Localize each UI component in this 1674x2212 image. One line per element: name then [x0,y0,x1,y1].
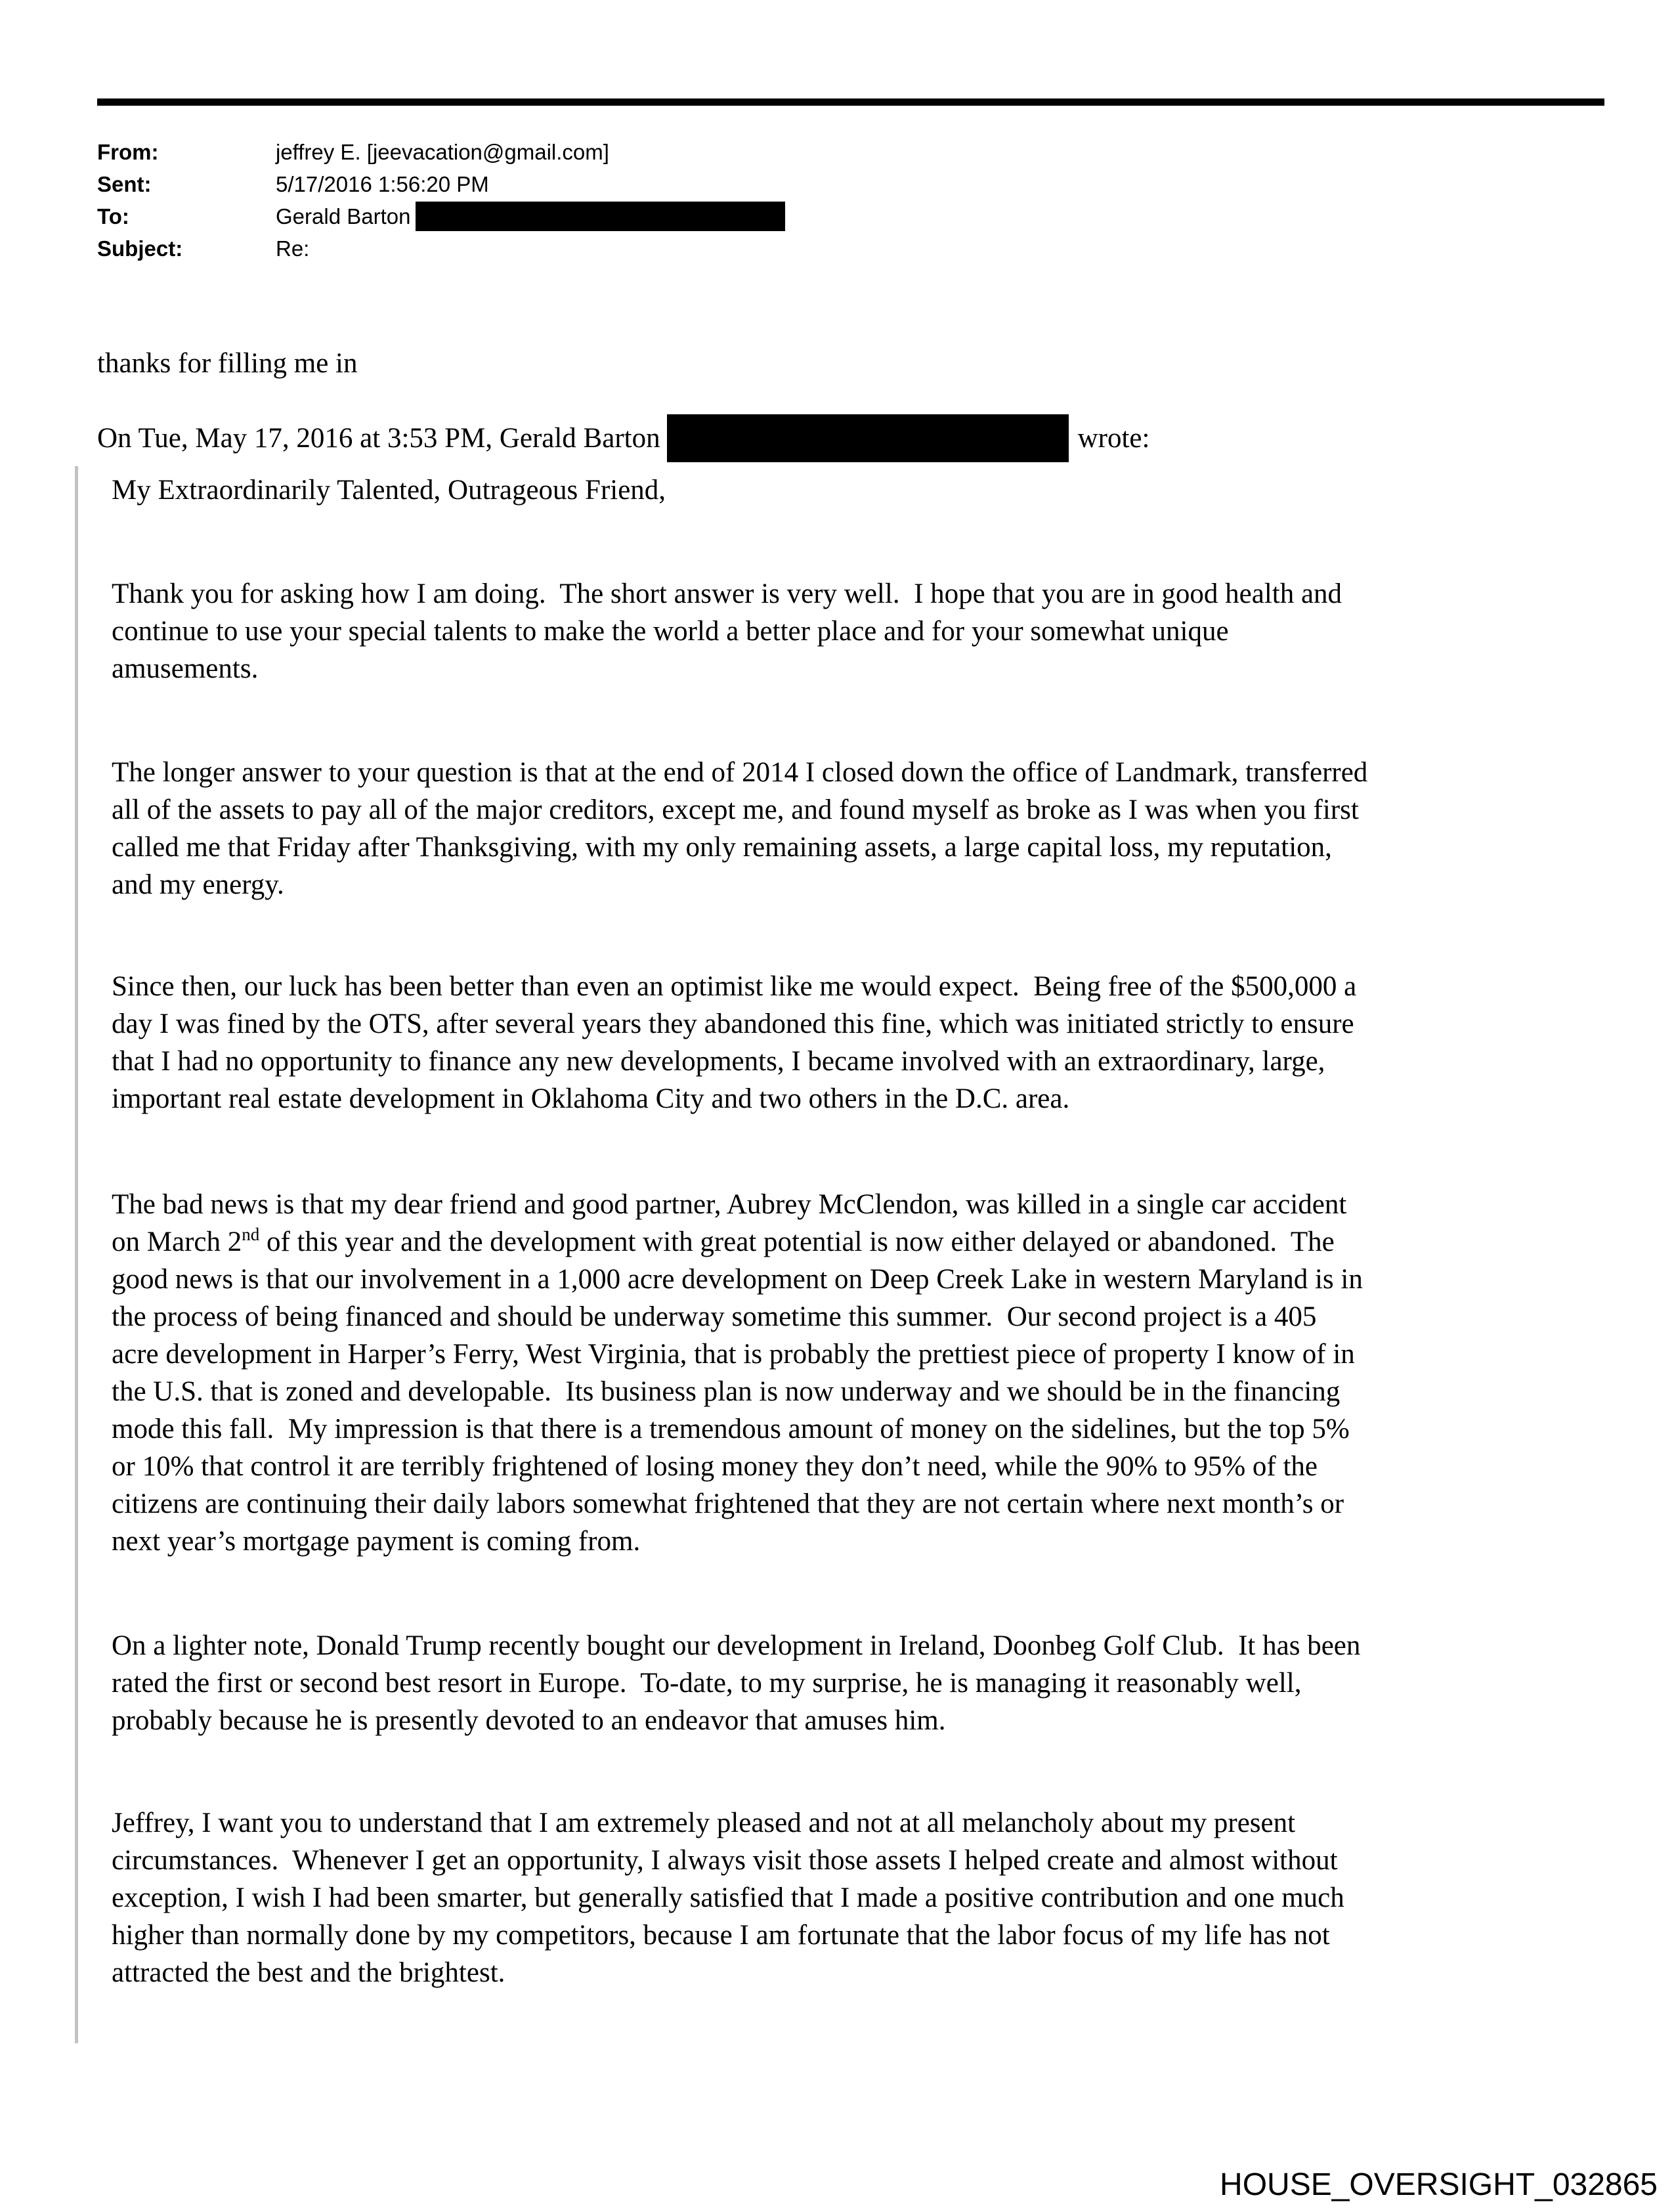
header-row-to [97,200,785,232]
paragraph-line: citizens are continuing their daily labors somewhat frightened that they are not certain where next month’s or [112,1488,1344,1519]
redaction-box-to-address [416,202,785,231]
line-text: on March 2 [112,1226,242,1257]
paragraph-line: all of the assets to pay all of the major creditors, except me, and found myself as broke as I was when you first [112,794,1359,825]
ordinal-superscript: nd [242,1225,260,1244]
paragraph-line: attracted the best and the brightest. [112,1957,505,1988]
paragraph-line: circumstances. Whenever I get an opportunity, I always visit those assets I helped create and almost without [112,1845,1338,1876]
reply-text-line: thanks for filling me in [97,348,358,379]
paragraph-4 [112,1186,1363,1560]
quoted-message-bar [75,466,78,2043]
paragraph-line: important real estate development in Oklahoma City and two others in the D.C. area. [112,1083,1070,1114]
bates-number: HOUSE_OVERSIGHT_032865 [1220,2167,1658,2202]
paragraph-line: next year’s mortgage payment is coming from. [112,1526,641,1557]
email-header [97,136,785,265]
paragraph-line: and my energy. [112,869,284,900]
header-row-sent [97,168,785,200]
paragraph-line: or 10% that control it are terribly frightened of losing money they don’t need, while the 90% to 95% of the [112,1451,1318,1482]
paragraph-5 [112,1627,1360,1739]
subject-value: Re: [276,236,310,261]
paragraph-line: good news is that our involvement in a 1,000 acre development on Deep Creek Lake in western Maryland is in [112,1264,1363,1295]
paragraph-line: the process of being financed and should be underway sometime this summer. Our second project is a 405 [112,1301,1317,1332]
paragraph-line: continue to use your special talents to make the world a better place and for your somewhat unique [112,616,1229,647]
paragraph-line: The longer answer to your question is that at the end of 2014 I closed down the office of Landmark, transferred [112,757,1368,788]
paragraph-line: The bad news is that my dear friend and good partner, Aubrey McClendon, was killed in a single car accident [112,1189,1347,1220]
paragraph-line: called me that Friday after Thanksgiving, with my only remaining assets, a large capital loss, my reputation, [112,832,1332,863]
sent-value: 5/17/2016 1:56:20 PM [276,172,489,196]
sent-label: Sent: [97,172,152,196]
paragraph-line: amusements. [112,653,259,684]
subject-label: Subject: [97,236,183,261]
salutation-line: My Extraordinarily Talented, Outrageous Friend, [112,475,666,506]
header-row-subject [97,232,785,265]
paragraph-line: that I had no opportunity to finance any new developments, I became involved with an extraordinary, large, [112,1046,1325,1077]
paragraph-line: the U.S. that is zoned and developable. Its business plan is now underway and we should be in the financing [112,1376,1341,1407]
paragraph-1 [112,575,1342,687]
from-value: jeffrey E. [jeevacation@gmail.com] [276,140,609,164]
paragraph-line: Since then, our luck has been better than even an optimist like me would expect. Being free of the $500,000 a [112,971,1357,1002]
quote-attribution-line [97,414,1149,463]
top-divider-rule [97,98,1604,106]
attribution-prefix: On Tue, May 17, 2016 at 3:53 PM, Gerald Barton [97,423,660,454]
line-text: of this year and the development with great potential is now either delayed or abandoned. The [259,1226,1335,1257]
paragraph-line [112,1223,1363,1261]
paragraph-line: Jeffrey, I want you to understand that I am extremely pleased and not at all melancholy about my present [112,1808,1296,1838]
redaction-box-sender-address [667,414,1069,462]
attribution-suffix: wrote: [1077,423,1150,454]
paragraph-line: acre development in Harper’s Ferry, West Virginia, that is probably the prettiest piece of property I know of in [112,1339,1355,1370]
to-label: To: [97,204,129,228]
paragraph-line: probably because he is presently devoted to an endeavor that amuses him. [112,1705,946,1736]
paragraph-line: mode this fall. My impression is that there is a tremendous amount of money on the sidelines, but the top 5% [112,1414,1350,1444]
paragraph-line: higher than normally done by my competitors, because I am fortunate that the labor focus of my life has not [112,1920,1330,1951]
paragraph-line: Thank you for asking how I am doing. The short answer is very well. I hope that you are in good health and [112,578,1342,609]
paragraph-line: exception, I wish I had been smarter, but generally satisfied that I made a positive contribution and one much [112,1882,1344,1913]
paragraph-line: On a lighter note, Donald Trump recently bought our development in Ireland, Doonbeg Golf Club. It has been [112,1630,1361,1661]
paragraph-line: day I was fined by the OTS, after several years they abandoned this fine, which was initiated strictly to ensure [112,1008,1354,1039]
paragraph-2 [112,754,1367,903]
paragraph-line: rated the first or second best resort in Europe. To-date, to my surprise, he is managing it reasonably well, [112,1668,1302,1699]
header-row-from [97,136,785,168]
paragraph-6 [112,1804,1344,1991]
quoted-salutation [112,471,666,509]
reply-text [97,345,358,382]
from-label: From: [97,140,159,164]
to-value: Gerald Barton [276,204,411,228]
paragraph-3 [112,968,1356,1117]
